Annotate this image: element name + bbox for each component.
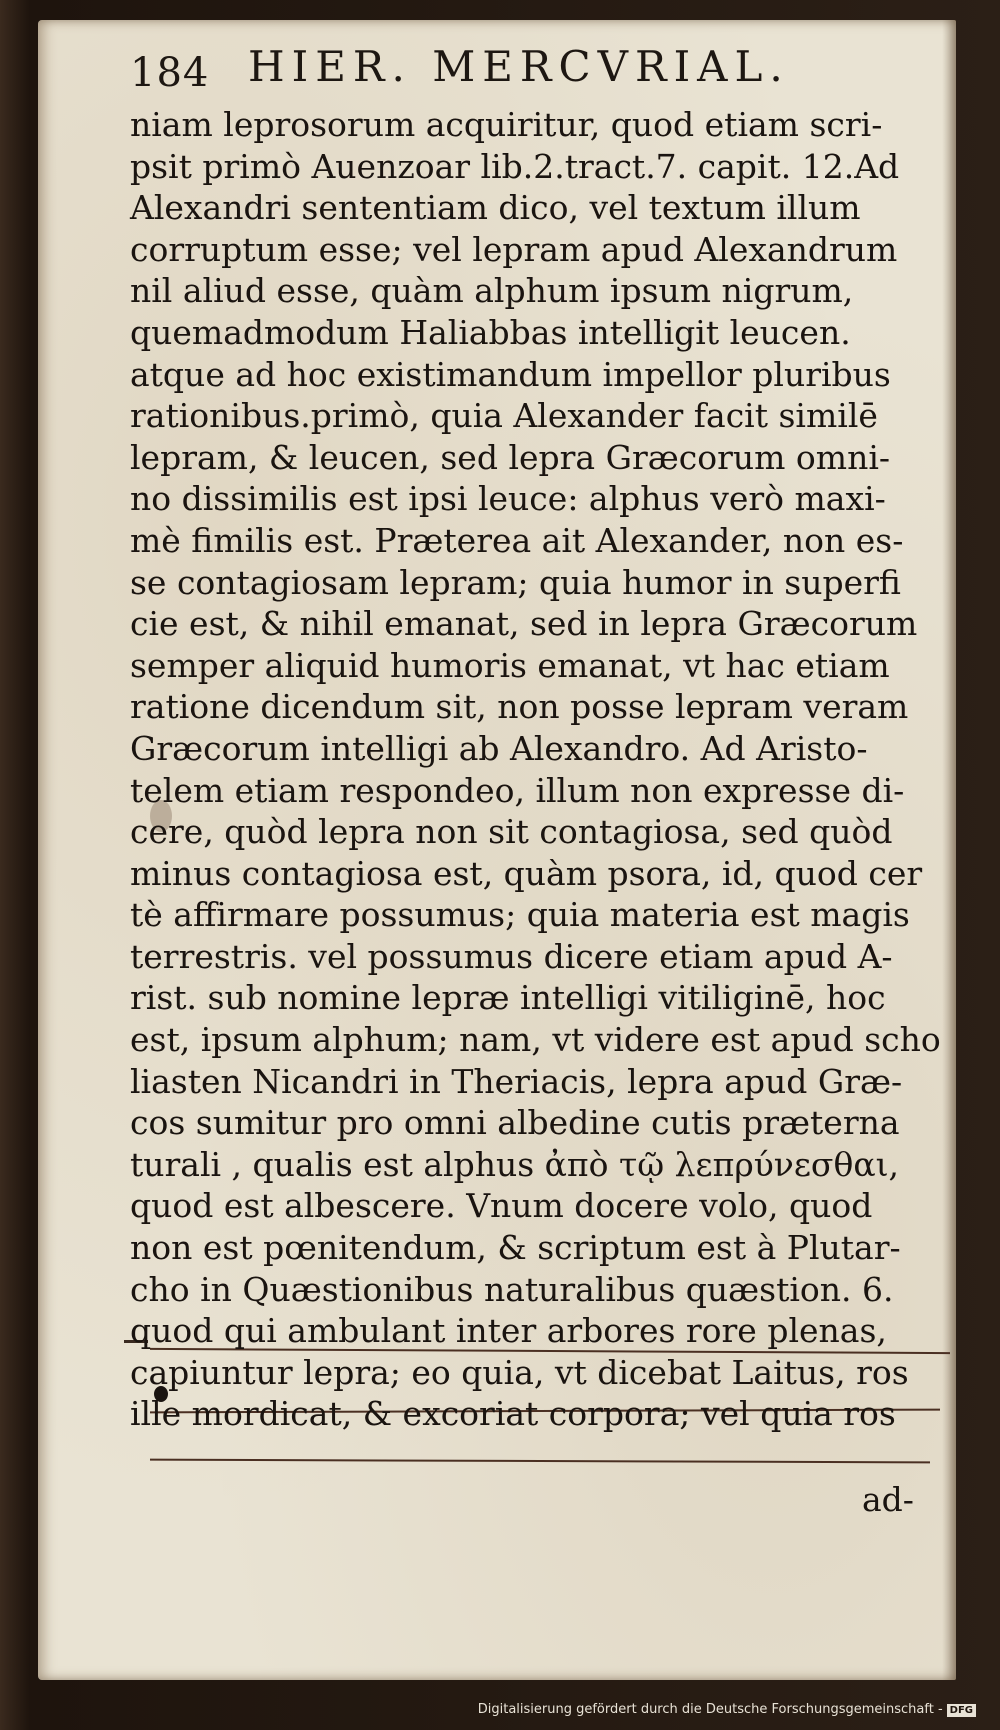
text-line: rist. sub nomine lepræ intelligi vitiliginē, hoc — [130, 978, 886, 1018]
credit-text: Digitalisierung gefördert durch die Deutsche Forschungsgemeinschaft - — [477, 1702, 943, 1717]
text-line: psit primò Auenzoar lib.2.tract.7. capit. 12.Ad — [130, 146, 900, 186]
text-line: tè affirmare possumus; quia materia est magis — [130, 895, 910, 935]
text-line: liasten Nicandri in Theriacis, lepra apud Græ- — [130, 1061, 903, 1101]
text-line: ille mordicat, & excoriat corpora; vel quia ros — [130, 1394, 896, 1434]
text-line: se contagiosam lepram; quia humor in superfi — [130, 562, 901, 602]
text-line: lepram, & leucen, sed lepra Græcorum omni- — [130, 437, 891, 477]
text-line: quod est albescere. Vnum docere volo, quod — [130, 1186, 873, 1226]
text-line: ratione dicendum sit, non posse lepram veram — [130, 687, 909, 727]
digitization-credit — [478, 1702, 976, 1724]
text-line: corruptum esse; vel lepram apud Alexandrum — [130, 229, 898, 269]
text-line: atque ad hoc existimandum impellor pluribus — [130, 354, 891, 394]
page-number: 184 — [130, 50, 210, 96]
catchword: ad- — [862, 1480, 914, 1519]
text-line: capiuntur lepra; eo quia, vt dicebat Laitus, ros — [130, 1352, 909, 1392]
text-line: cos sumitur pro omni albedine cutis præterna — [130, 1103, 900, 1143]
text-line: Græcorum intelligi ab Alexandro. Ad Aristo- — [130, 728, 868, 768]
text-line: cie est, & nihil emanat, sed in lepra Græcorum — [130, 604, 918, 644]
body-text — [130, 104, 941, 1435]
text-line: semper aliquid humoris emanat, vt hac etiam — [130, 645, 890, 685]
page-edge-shadow — [942, 20, 956, 1680]
text-line: telem etiam respondeo, illum non expresse di- — [130, 770, 905, 810]
text-line: nil aliud esse, quàm alphum ipsum nigrum, — [130, 271, 854, 311]
text-line: no dissimilis est ipsi leuce: alphus verò maxi- — [130, 479, 886, 519]
text-line: turali , qualis est alphus ἀπὸ τῷ λεπρύνεσθαι, — [130, 1144, 900, 1184]
text-line: quod qui ambulant inter arbores rore plenas, — [130, 1311, 887, 1351]
text-line: niam leprosorum acquiritur, quod etiam scri- — [130, 105, 883, 144]
text-line: cho in Quæstionibus naturalibus quæstion. 6. — [130, 1269, 894, 1309]
page-header — [130, 42, 930, 102]
text-line: rationibus.primò, quia Alexander facit similē — [130, 396, 878, 436]
dfg-logo: DFG — [947, 1704, 976, 1717]
text-line: Alexandri sententiam dico, vel textum illum — [130, 188, 861, 228]
text-line: non est pœnitendum, & scriptum est à Plutar- — [130, 1228, 901, 1268]
text-line: terrestris. vel possumus dicere etiam apud A- — [130, 936, 893, 976]
text-line: cere, quòd lepra non sit contagiosa, sed quòd — [130, 812, 893, 852]
running-head: HIER. MERCVRIAL. — [248, 42, 790, 91]
text-line: minus contagiosa est, quàm psora, id, quod cer — [130, 853, 923, 893]
text-line: mè fimilis est. Præterea ait Alexander, non es- — [130, 520, 904, 560]
text-line: quemadmodum Haliabbas intelligit leucen. — [130, 312, 851, 352]
text-line: est, ipsum alphum; nam, vt videre est apud scho — [130, 1020, 941, 1060]
